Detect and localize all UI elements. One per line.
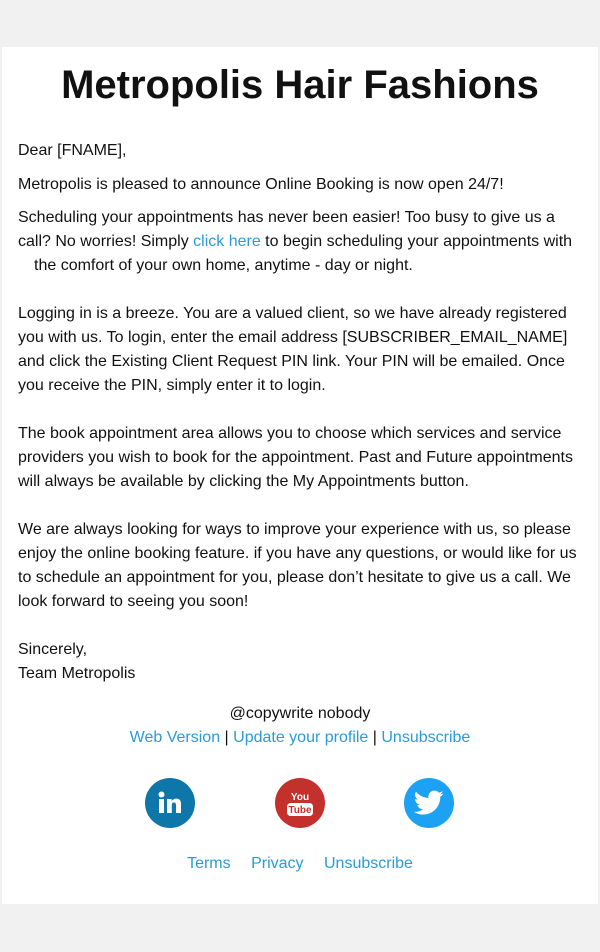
footer-links: [0, 726, 600, 750]
bottom-unsubscribe-link[interactable]: Unsubscribe: [323, 855, 413, 872]
paragraph-scheduling: [18, 206, 584, 254]
web-version-link[interactable]: Web Version: [129, 729, 221, 746]
unsubscribe-link[interactable]: Unsubscribe: [381, 729, 471, 746]
paragraph-feedback: We are always looking for ways to improve your experience with us, so please enjoy the online booking feature. if you have any questions, or would like for us to schedule an appointment for you, please don’t hesitate to give us a call. We look forward to seeing you soon!: [18, 521, 577, 610]
linkedin-icon[interactable]: [145, 778, 195, 828]
bottom-links: [0, 852, 600, 876]
copyright-text: @copywrite nobody: [229, 705, 371, 722]
page-title: Metropolis Hair Fashions: [61, 63, 539, 107]
privacy-link[interactable]: Privacy: [251, 855, 304, 872]
separator: |: [220, 729, 234, 746]
paragraph-scheduling-line3: [34, 254, 413, 278]
announcement: Metropolis is pleased to announce Online Booking is now open 24/7!: [18, 176, 504, 193]
click-here-link[interactable]: click here: [193, 233, 261, 250]
signature: Team Metropolis: [18, 665, 136, 682]
svg-text:You: You: [290, 792, 310, 803]
paragraph-scheduling-text-2: to begin scheduling your appointments with: [260, 233, 573, 250]
paragraph-scheduling-text: Scheduling your appointments has never been easier! Too busy to give us a call? No worries! Simply: [18, 209, 555, 250]
signoff: Sincerely,: [18, 641, 88, 658]
svg-text:Tube: Tube: [288, 805, 312, 816]
youtube-icon[interactable]: [275, 778, 325, 828]
separator: |: [368, 729, 382, 746]
update-profile-link[interactable]: Update your profile: [233, 729, 369, 746]
overlap-text: the: [34, 257, 57, 274]
terms-link[interactable]: Terms: [187, 855, 231, 872]
twitter-icon[interactable]: [404, 778, 454, 828]
greeting: Dear [FNAME],: [18, 142, 127, 159]
paragraph-scheduling-text-3: comfort of your own home, anytime - day or night.: [56, 257, 413, 274]
paragraph-book-appointment: The book appointment area allows you to choose which services and service providers you wish to book for the appointment. Past and Future appointments will always be available by clicking the My Appointments button.: [18, 425, 573, 490]
paragraph-login: Logging in is a breeze. You are a valued client, so we have already registered you with us. To login, enter the email address [SUBSCRIBER_EMAIL_NAME] and click the Existing Client Request PIN link. Your PIN will be emailed. Once you receive the PIN, simply enter it to login.: [18, 305, 568, 394]
